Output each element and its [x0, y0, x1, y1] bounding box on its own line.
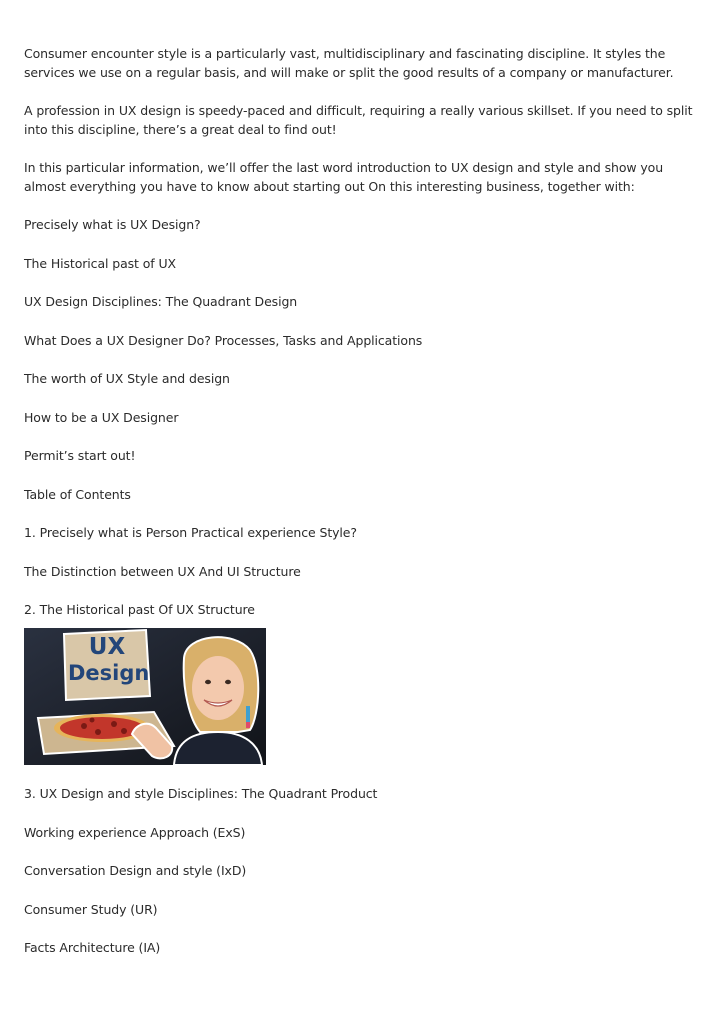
list-item: Table of Contents: [24, 486, 131, 502]
list-item: 1. Precisely what is Person Practical experience Style?: [24, 525, 357, 540]
list-item: Facts Architecture (IA): [24, 940, 161, 955]
list-item: What Does a UX Designer Do? Processes, Tasks and Applications: [24, 332, 423, 348]
thumbnail-title-line1: UX: [88, 634, 126, 660]
article-body: [24, 44, 700, 977]
intro-paragraph-1: Consumer encounter style is a particularly vast, multidisciplinary and fascinating discipline. It styles the services we use on a regular basis, and will make or split the good results of a company or manufacturer.: [24, 46, 674, 80]
list-item: The Historical past of UX: [24, 255, 176, 271]
list-item: Working experience Approach (ExS): [24, 824, 246, 840]
list-item: The Distinction between UX And UI Structure: [24, 563, 301, 579]
video-thumbnail: [24, 628, 266, 765]
list-item: UX Design Disciplines: The Quadrant Design: [24, 294, 298, 309]
list-item: 2. The Historical past Of UX Structure: [24, 602, 255, 617]
list-item: 3. UX Design and style Disciplines: The Quadrant Product: [24, 786, 378, 801]
intro-paragraph-2: A profession in UX design is speedy-paced and difficult, requiring a really various skillset. If you need to split into this discipline, there’s a great deal to find out!: [24, 103, 693, 137]
thumbnail-title-line2: Design: [68, 661, 150, 685]
list-item: Consumer Study (UR): [24, 901, 158, 917]
intro-paragraph-3: In this particular information, we’ll offer the last word introduction to UX design and style and show you almost everything you have to know about starting out On this interesting business, together with:: [24, 160, 664, 194]
list-item: Precisely what is UX Design?: [24, 217, 201, 232]
list-item: The worth of UX Style and design: [24, 371, 230, 386]
list-item: Permit’s start out!: [24, 448, 136, 463]
list-item: How to be a UX Designer: [24, 409, 179, 425]
thumbnail-title: [68, 634, 150, 686]
list-item: Conversation Design and style (IxD): [24, 863, 247, 878]
